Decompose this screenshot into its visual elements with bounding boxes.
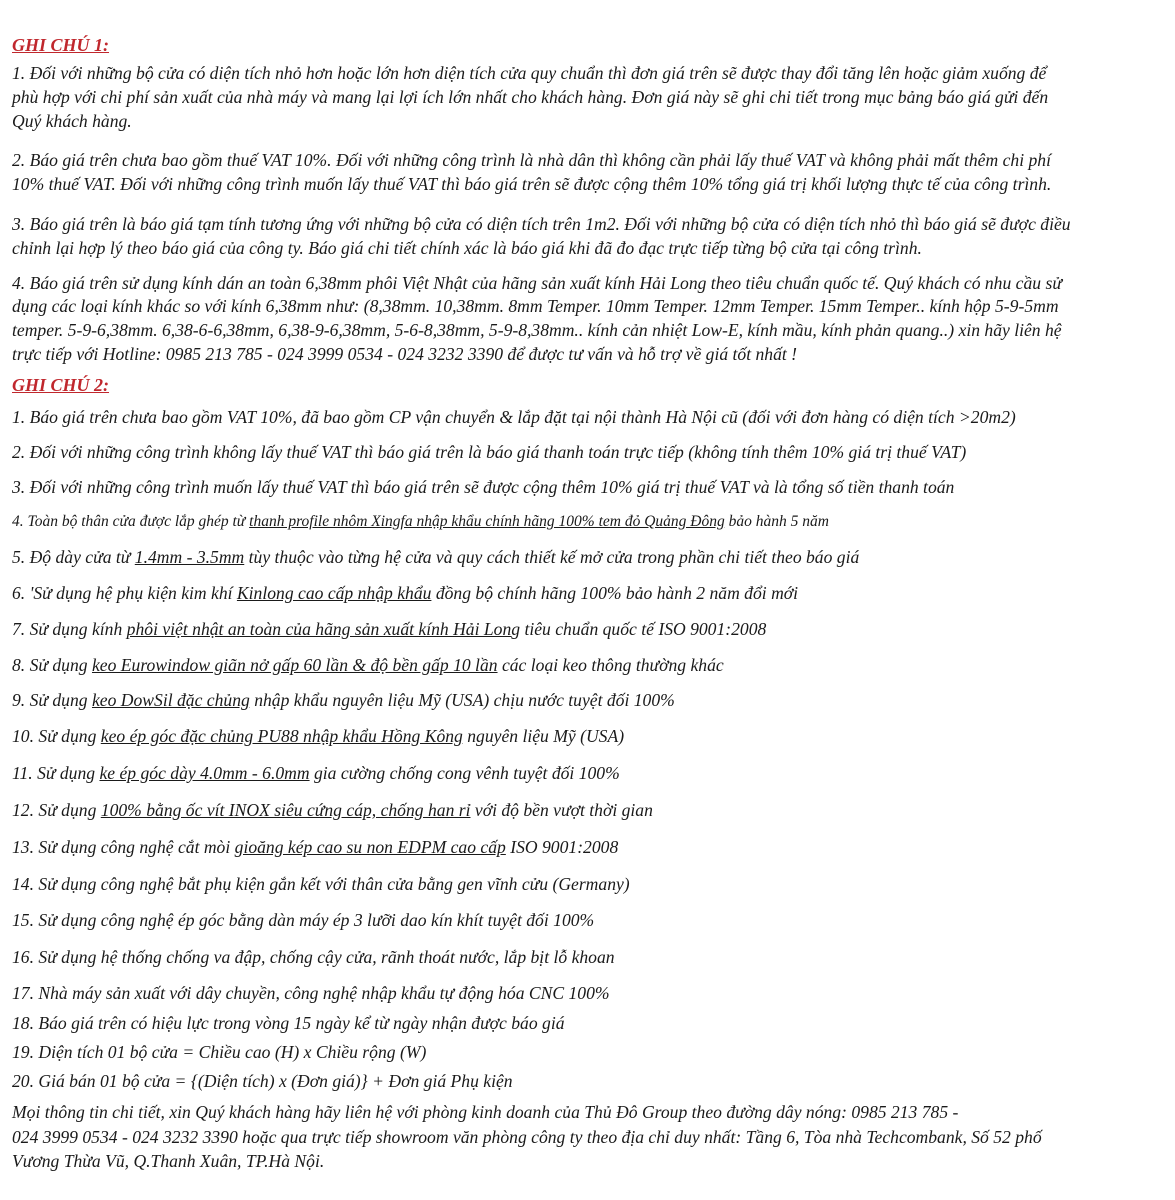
note-2-item: [12, 689, 675, 711]
item-text: 16. Sử dụng hệ thống chống va đập, chống cậy cửa, rãnh thoát nước, lắp bịt lỗ khoan: [12, 947, 615, 967]
item-highlight: keo ép góc đặc chủng PU88 nhập khẩu Hồng Kông: [100, 726, 463, 746]
note-2-item: [12, 725, 624, 747]
note-1-paragraph-line: trực tiếp với Hotline: 0985 213 785 - 024 3999 0534 - 024 3232 3390 để được tư vấn và hỗ trợ về giá tốt nhất !: [12, 344, 798, 364]
item-text: đồng bộ chính hãng 100% bảo hành 2 năm đổi mới: [431, 583, 799, 603]
note-2-item: [12, 476, 954, 498]
item-text: 19. Diện tích 01 bộ cửa = Chiều cao (H) x Chiều rộng (W): [12, 1042, 427, 1062]
item-highlight: keo Eurowindow giãn nở gấp 60 lần & độ bền gấp 10 lần: [91, 655, 498, 675]
item-highlight: gioăng kép cao su non EDPM cao cấp: [234, 837, 506, 857]
item-text: 18. Báo giá trên có hiệu lực trong vòng 15 ngày kể từ ngày nhận được báo giá: [12, 1013, 565, 1033]
contact-line: Vương Thừa Vũ, Q.Thanh Xuân, TP.Hà Nội.: [12, 1151, 325, 1171]
item-text: 13. Sử dụng công nghệ cắt mòi: [12, 837, 235, 857]
item-text: 11. Sử dụng: [12, 763, 100, 783]
item-text: với độ bền vượt thời gian: [470, 800, 653, 820]
item-highlight: thanh profile nhôm Xingfa nhập khẩu chính hãng 100% tem đỏ Quảng Đông: [249, 513, 725, 530]
item-text: 9. Sử dụng: [12, 690, 92, 710]
note-1-paragraph-line: temper. 5-9-6,38mm. 6,38-6-6,38mm, 6,38-9-6,38mm, 5-6-8,38mm, 5-9-8,38mm.. kính cản nhiệt Low-E, kính mầu, kính phản quang..) xin hãy liên hệ: [12, 320, 1062, 340]
item-text: 20. Giá bán 01 bộ cửa = {(Diện tích) x (Đơn giá)} + Đơn giá Phụ kiện: [12, 1071, 513, 1091]
note-1-paragraph-line: 2. Báo giá trên chưa bao gồm thuế VAT 10%. Đối với những công trình là nhà dân thì không cần phải lấy thuế VAT và không phải mất thêm chi phí: [12, 150, 1051, 170]
item-text: 4. Toàn bộ thân cửa được lắp ghép từ: [12, 513, 250, 530]
item-text: các loại keo thông thường khác: [497, 655, 724, 675]
item-text: 6. 'Sử dụng hệ phụ kiện kim khí: [12, 583, 237, 603]
note-2-title: GHI CHÚ 2:: [12, 375, 110, 395]
item-text: 5. Độ dày cửa từ: [12, 547, 135, 567]
note-2-item: [12, 873, 630, 895]
item-text: 8. Sử dụng: [12, 655, 92, 675]
item-text: nguyên liệu Mỹ (USA): [462, 726, 625, 746]
note-2-item: [12, 1041, 426, 1063]
note-2-item: [12, 546, 859, 568]
item-text: 15. Sử dụng công nghệ ép góc bằng dàn máy ép 3 lưỡi dao kín khít tuyệt đối 100%: [12, 910, 595, 930]
contact-line: 024 3999 0534 - 024 3232 3390 hoặc qua trực tiếp showroom văn phòng công ty theo địa chỉ duy nhất: Tầng 6, Tòa nhà Techcombank, Số 52 phố: [12, 1127, 1042, 1147]
item-text: 7. Sử dụng kính: [12, 619, 127, 639]
item-highlight: Kinlong cao cấp nhập khẩu: [236, 583, 432, 603]
note-2-item: [12, 799, 653, 821]
item-text: ISO 9001:2008: [505, 837, 619, 857]
note-1-paragraph-line: phù hợp với chi phí sản xuất của nhà máy và mang lại lợi ích lớn nhất cho khách hàng. Đơn giá này sẽ ghi chi tiết trong mục bảng báo giá gửi đến: [12, 87, 1049, 107]
item-text: 2. Đối với những công trình không lấy thuế VAT thì báo giá trên là báo giá thanh toán trực tiếp (không tính thêm 10% giá trị thuế VAT): [12, 442, 967, 462]
note-1-paragraph-line: 3. Báo giá trên là báo giá tạm tính tương ứng với những bộ cửa có diện tích trên 1m2. Đối với những bộ cửa có diện tích nhỏ thì báo giá sẽ được điều: [12, 214, 1071, 234]
item-text: g tiêu chuẩn quốc tế ISO 9001:2008: [511, 619, 767, 639]
item-text: 3. Đối với những công trình muốn lấy thuế VAT thì báo giá trên sẽ được cộng thêm 10% giá trị thuế VAT và là tổng số tiền thanh toán: [12, 477, 955, 497]
note-1-paragraph-line: 4. Báo giá trên sử dụng kính dán an toàn 6,38mm phôi Việt Nhật của hãng sản xuất kính Hải Long theo tiêu chuẩn quốc tế. Quý khách có nhu cầu sử: [12, 273, 1062, 293]
item-highlight: 1.4mm - 3.5mm: [134, 547, 245, 567]
item-highlight: keo DowSil đặc chủng: [91, 690, 250, 710]
note-2-item: [12, 909, 594, 931]
item-highlight: phôi việt nhật an toàn của hãng sản xuất kính Hải Lon: [126, 619, 512, 639]
note-2-item: [12, 582, 798, 604]
note-1-paragraph-line: 1. Đối với những bộ cửa có diện tích nhỏ hơn hoặc lớn hơn diện tích cửa quy chuẩn thì đơn giá trên sẽ được thay đổi tăng lên hoặc giảm xuống để: [12, 63, 1047, 83]
note-1-paragraph-line: dụng các loại kính khác so với kính 6,38mm như: (8,38mm. 10,38mm. 8mm Temper. 10mm Temper. 12mm Temper. 15mm Temper.. kính hộp 5-9-5mm: [12, 296, 1059, 316]
item-text: 10. Sử dụng: [12, 726, 101, 746]
note-2-item: [12, 762, 620, 784]
note-2-item: [12, 982, 610, 1004]
note-2-item: [12, 441, 966, 463]
note-2-item: [12, 836, 618, 858]
note-1-paragraph-line: chỉnh lại hợp lý theo báo giá của công ty. Báo giá chi tiết chính xác là báo giá khi đã đo đạc trực tiếp từng bộ cửa tại công trình.: [12, 238, 922, 258]
note-1-paragraph-line: Quý khách hàng.: [12, 111, 132, 131]
note-1-paragraph-line: 10% thuế VAT. Đối với những công trình muốn lấy thuế VAT thì báo giá trên sẽ được cộng thêm 10% tổng giá trị khối lượng thực tế của công trình.: [12, 174, 1052, 194]
item-text: bảo hành 5 năm: [724, 513, 829, 530]
item-highlight: ke ép góc dày 4.0mm - 6.0mm: [99, 763, 310, 783]
item-text: gia cường chống cong vênh tuyệt đối 100%: [309, 763, 620, 783]
item-text: 12. Sử dụng: [12, 800, 101, 820]
note-2-item: [12, 1012, 565, 1034]
note-2-item: [12, 406, 1016, 428]
item-text: 1. Báo giá trên chưa bao gồm VAT 10%, đã bao gồm CP vận chuyển & lắp đặt tại nội thành Hà Nội cũ (đối với đơn hàng có diện tích >20m2): [12, 407, 1016, 427]
item-text: 17. Nhà máy sản xuất với dây chuyền, công nghệ nhập khẩu tự động hóa CNC 100%: [12, 983, 610, 1003]
item-text: nhập khẩu nguyên liệu Mỹ (USA) chịu nước tuyệt đối 100%: [249, 690, 675, 710]
contact-line: Mọi thông tin chi tiết, xin Quý khách hàng hãy liên hệ với phòng kinh doanh của Thủ Đô Group theo đường dây nóng: 0985 213 785 -: [12, 1102, 959, 1122]
note-2-item: [12, 618, 766, 640]
note-2-item: [12, 511, 829, 533]
note-2-item: [12, 946, 615, 968]
note-2-item: [12, 654, 724, 676]
note-2-item: [12, 1070, 513, 1092]
item-text: tùy thuộc vào từng hệ cửa và quy cách thiết kế mở cửa trong phần chi tiết theo báo giá: [244, 547, 860, 567]
item-text: 14. Sử dụng công nghệ bắt phụ kiện gắn kết với thân cửa bằng gen vĩnh cửu (Germany): [12, 874, 630, 894]
note-1-title: GHI CHÚ 1:: [12, 35, 110, 55]
item-highlight: 100% bằng ốc vít INOX siêu cứng cáp, chống han rỉ: [100, 800, 471, 820]
